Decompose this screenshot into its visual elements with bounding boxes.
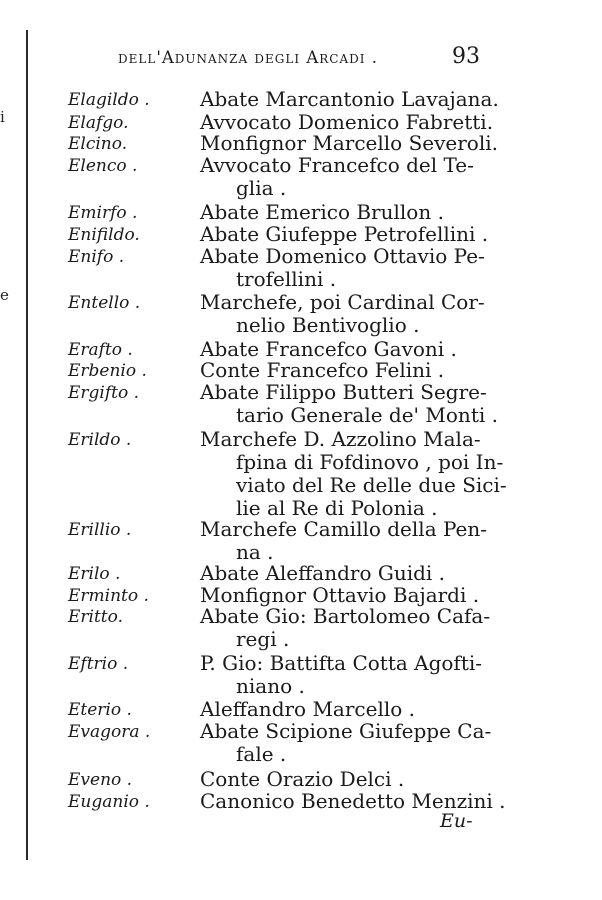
header-title: dell'Adunanza degli Arcadi . bbox=[118, 48, 378, 67]
arcadian-name: Erilo . bbox=[68, 564, 121, 584]
description-line: Conte Orazio Delci . bbox=[200, 767, 405, 791]
arcadian-name: Erminto . bbox=[68, 586, 149, 606]
member-description bbox=[200, 222, 489, 246]
description-line: Abate Emerico Brullon . bbox=[200, 200, 444, 224]
arcadian-name: Euganio . bbox=[68, 792, 150, 812]
description-line: Avvocato Domenico Fabretti. bbox=[200, 110, 494, 134]
arcadian-name: Eveno . bbox=[68, 770, 133, 790]
member-description bbox=[200, 719, 492, 766]
member-description bbox=[200, 87, 499, 111]
arcadian-name: Evagora . bbox=[68, 722, 151, 742]
member-description bbox=[200, 604, 491, 651]
description-line: tario Generale de' Monti . bbox=[236, 403, 498, 427]
arcadian-name: Ergifto . bbox=[68, 383, 140, 403]
description-line: fpina di Fofdinovo , poi In- bbox=[236, 450, 504, 474]
page-number: 93 bbox=[452, 44, 480, 69]
margin-bleed-mark: e bbox=[0, 286, 9, 304]
arcadian-name: Eftrio . bbox=[68, 654, 129, 674]
description-line: Conte Francefco Felini . bbox=[200, 358, 445, 382]
description-line: Abate Gio: Bartolomeo Cafa- bbox=[200, 604, 491, 628]
description-line: lie al Re di Polonia . bbox=[236, 496, 438, 520]
member-description bbox=[200, 380, 498, 427]
member-description bbox=[200, 427, 507, 520]
member-description bbox=[200, 359, 485, 382]
member-description bbox=[200, 201, 485, 224]
description-line: na . bbox=[236, 540, 274, 564]
arcadian-name: Enifo . bbox=[68, 247, 125, 267]
description-line: Abate Marcantonio Lavajana. bbox=[200, 87, 499, 111]
arcadian-name: Entello . bbox=[68, 293, 141, 313]
arcadian-name: Elenco . bbox=[68, 156, 138, 176]
arcadian-name: Elafgo. bbox=[68, 113, 129, 133]
arcadian-name: Elcino. bbox=[68, 134, 128, 154]
description-line: glia . bbox=[236, 176, 287, 200]
description-line: regi . bbox=[236, 627, 290, 651]
description-line: Abate Giufeppe Petrofellini . bbox=[200, 222, 489, 246]
description-line: trofellini . bbox=[236, 267, 337, 291]
description-line: Aleffandro Marcello . bbox=[200, 697, 415, 721]
arcadian-name: Eritto. bbox=[68, 607, 123, 627]
description-line: P. Gio: Battifta Cotta Agofti- bbox=[200, 651, 483, 675]
description-line: Marchefe D. Azzolino Mala- bbox=[200, 427, 481, 451]
description-line: nelio Bentivoglio . bbox=[236, 313, 420, 337]
description-line: viato del Re delle due Sici- bbox=[236, 473, 507, 497]
description-line: Abate Domenico Ottavio Pe- bbox=[200, 244, 485, 268]
member-description bbox=[200, 652, 485, 698]
margin-bleed-mark: i bbox=[0, 108, 5, 126]
arcadian-name: Enifildo. bbox=[68, 225, 140, 245]
arcadian-name: Erafto . bbox=[68, 340, 133, 360]
arcadian-name: Elagildo . bbox=[68, 90, 150, 110]
member-description bbox=[200, 768, 485, 791]
arcadian-name: Emirfo . bbox=[68, 203, 138, 223]
description-line: Monfignor Ottavio Bajardi . bbox=[200, 583, 480, 607]
description-line: Abate Filippo Butteri Segre- bbox=[200, 380, 487, 404]
member-description bbox=[200, 291, 485, 337]
arcadian-name: Erbenio . bbox=[68, 361, 147, 381]
description-line: Abate Francefco Gavoni . bbox=[200, 337, 457, 361]
arcadian-name: Erillio . bbox=[68, 520, 132, 540]
description-line: Abate Aleffandro Guidi . bbox=[200, 561, 446, 585]
member-description bbox=[200, 154, 485, 200]
catchword: Eu- bbox=[440, 810, 473, 832]
description-line: Canonico Benedetto Menzini . bbox=[200, 789, 506, 813]
description-line: fale . bbox=[236, 742, 287, 766]
description-line: Monfignor Marcello Severoli. bbox=[200, 131, 498, 155]
description-line: Avvocato Francefco del Te- bbox=[200, 153, 474, 177]
member-description bbox=[200, 517, 488, 564]
member-description bbox=[200, 562, 485, 585]
member-description bbox=[200, 698, 485, 721]
description-line: Marchefe Camillo della Pen- bbox=[200, 517, 488, 541]
member-description bbox=[200, 131, 498, 155]
member-description bbox=[200, 245, 485, 291]
arcadian-name: Eterio . bbox=[68, 700, 132, 720]
description-line: Abate Scipione Giufeppe Ca- bbox=[200, 719, 492, 743]
arcadian-name: Erildo . bbox=[68, 430, 132, 450]
description-line: niano . bbox=[236, 674, 305, 698]
description-line: Marchefe, poi Cardinal Cor- bbox=[200, 290, 485, 314]
